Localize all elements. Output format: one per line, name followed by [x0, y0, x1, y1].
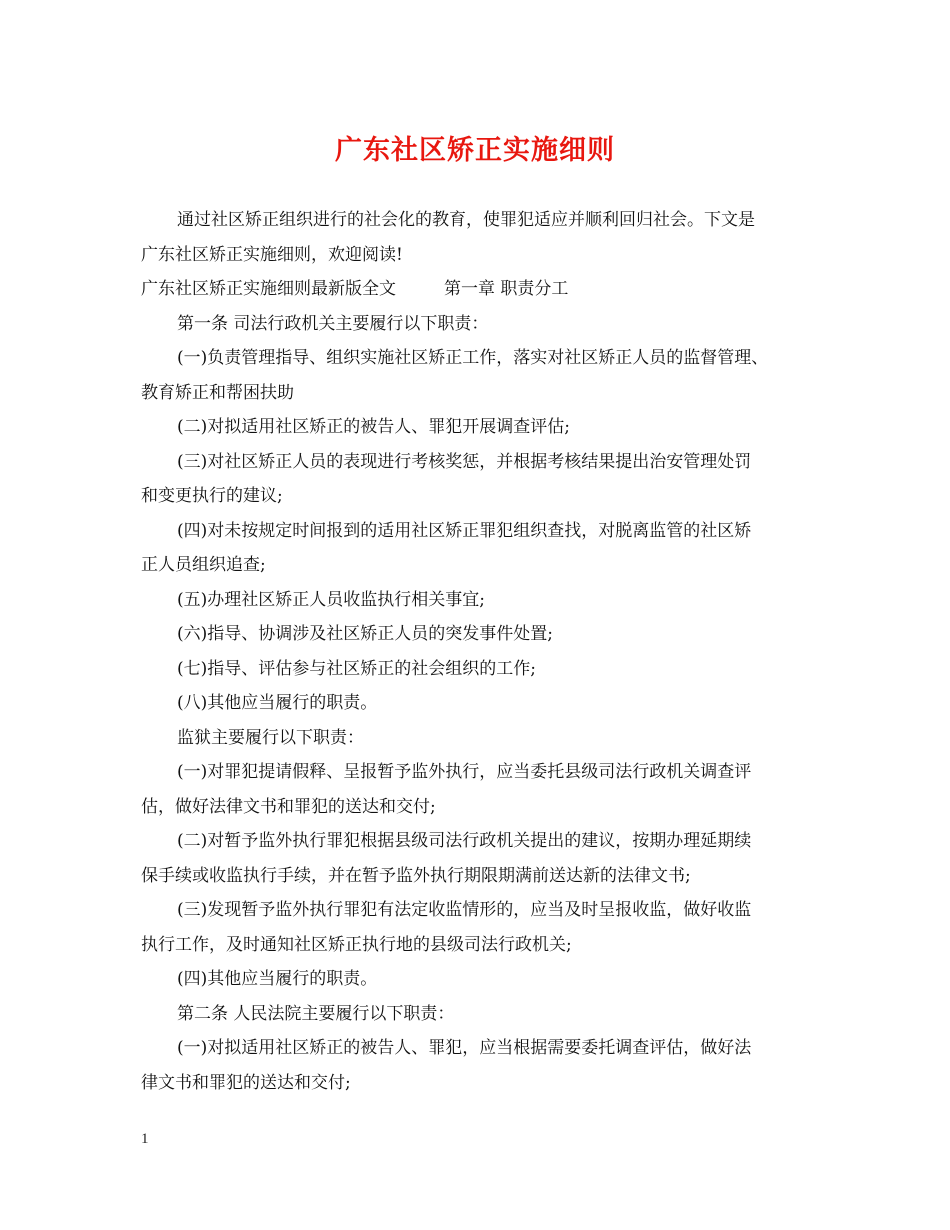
document-body [141, 203, 813, 1100]
paragraph-line: (四)其他应当履行的职责。 [177, 969, 378, 989]
paragraph-line [141, 272, 813, 307]
paragraph-line: (二)对暂予监外执行罪犯根据县级司法行政机关提出的建议，按期办理延期续 [177, 831, 752, 851]
paragraph-line: 第一条 司法行政机关主要履行以下职责： [177, 313, 489, 334]
paragraph-line: 通过社区矫正组织进行的社会化的教育，使罪犯适应并顺利回归社会。下文是 [177, 210, 755, 230]
paragraph-line: (八)其他应当履行的职责。 [177, 693, 378, 713]
paragraph-line: 估，做好法律文书和罪犯的送达和交付; [141, 796, 436, 817]
document-title: 广东社区矫正实施细则 [335, 135, 615, 166]
paragraph-line: (一)对罪犯提请假释、呈报暂予监外执行，应当委托县级司法行政机关调查评 [177, 762, 752, 782]
subtitle-text: 广东社区矫正实施细则最新版全文 [141, 279, 396, 299]
paragraph-line: 正人员组织追查; [141, 555, 266, 575]
paragraph-line: (一)负责管理指导、组织实施社区矫正工作，落实对社区矫正人员的监督管理、 [177, 348, 769, 368]
paragraph-line: (一)对拟适用社区矫正的被告人、罪犯，应当根据需要委托调查评估，做好法 [177, 1038, 752, 1058]
chapter-heading: 第一章 职责分工 [444, 279, 569, 299]
page-number: 1 [141, 1131, 149, 1147]
paragraph-line: 第二条 人民法院主要履行以下职责： [177, 1003, 455, 1024]
paragraph-line: (三)对社区矫正人员的表现进行考核奖惩，并根据考核结果提出治安管理处罚 [177, 451, 752, 472]
paragraph-line: (三)发现暂予监外执行罪犯有法定收监情形的，应当及时呈报收监，做好收监 [177, 900, 752, 920]
paragraph-line: 律文书和罪犯的送达和交付; [141, 1072, 351, 1093]
paragraph-line: 广东社区矫正实施细则，欢迎阅读! [141, 244, 403, 265]
paragraph-line: 教育矫正和帮困扶助 [141, 382, 294, 403]
paragraph-line: (五)办理社区矫正人员收监执行相关事宜; [177, 589, 485, 610]
paragraph-line: (四)对未按规定时间报到的适用社区矫正罪犯组织查找，对脱离监管的社区矫 [177, 520, 752, 541]
paragraph-line: 执行工作，及时通知社区矫正执行地的县级司法行政机关; [141, 934, 572, 955]
paragraph-line: 监狱主要履行以下职责： [177, 727, 364, 748]
paragraph-line: 和变更执行的建议; [141, 486, 283, 506]
paragraph-line: (二)对拟适用社区矫正的被告人、罪犯开展调查评估; [177, 417, 570, 437]
paragraph-line: (七)指导、评估参与社区矫正的社会组织的工作; [177, 658, 536, 679]
paragraph-line: (六)指导、协调涉及社区矫正人员的突发事件处置; [177, 624, 553, 644]
paragraph-line: 保手续或收监执行手续，并在暂予监外执行期限期满前送达新的法律文书; [141, 865, 691, 886]
